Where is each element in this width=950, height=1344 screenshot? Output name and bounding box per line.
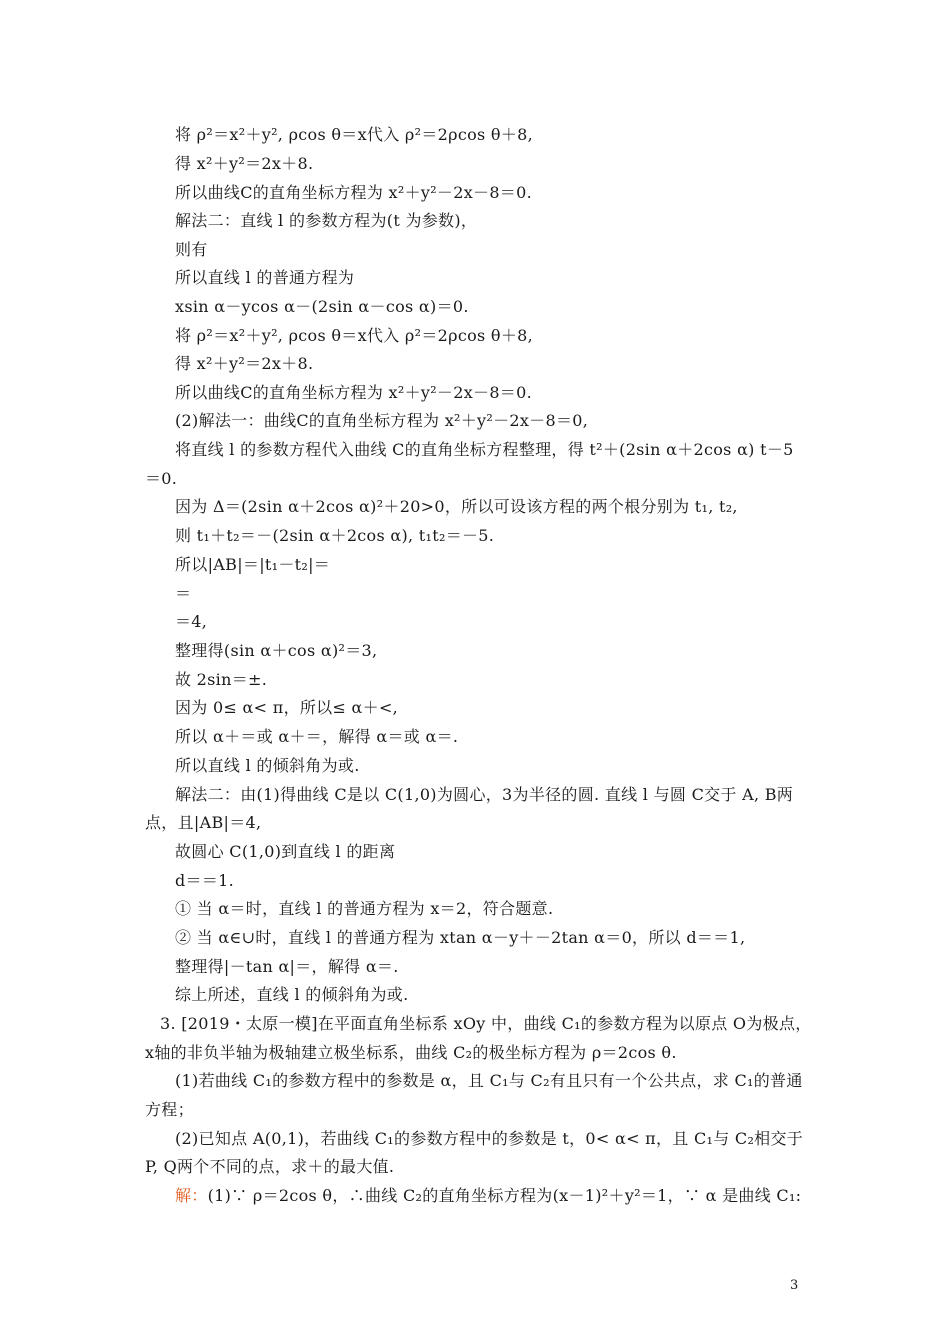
- text-line: 所以曲线C的直角坐标方程为 x²＋y²－2x－8＝0.: [175, 183, 532, 202]
- text-line: 解法二：直线 l 的参数方程为(t 为参数)，: [175, 211, 478, 230]
- text-line: d＝＝1.: [175, 871, 235, 890]
- text-line: (2)解法一：曲线C的直角坐标方程为 x²＋y²－2x－8＝0,: [175, 411, 589, 430]
- answer-label: 解：: [175, 1186, 208, 1205]
- text-line: 因为 0≤ α< π，所以≤ α＋<,: [175, 698, 399, 717]
- text-line: 将直线 l 的参数方程代入曲线 C的直角坐标方程整理，得 t²＋(2sin α＋2cos α) t－5: [175, 440, 794, 459]
- text-line: 点，且|AB|＝4,: [145, 813, 262, 832]
- problem-heading: 3. [2019・太原一模]在平面直角坐标系 xOy 中，曲线 C₁的参数方程为以原点 O为极点，: [160, 1014, 812, 1033]
- text-line: ＝: [175, 584, 192, 603]
- text-line: 故圆心 C(1,0)到直线 l 的距离: [175, 842, 396, 861]
- text-line: P, Q两个不同的点，求＋的最大值.: [145, 1157, 395, 1176]
- text-line: (1)若曲线 C₁的参数方程中的参数是 α，且 C₁与 C₂有且只有一个公共点，求 C₁的普通: [175, 1071, 803, 1090]
- text-line: xsin α－ycos α－(2sin α－cos α)＝0.: [175, 297, 469, 316]
- text-line: 将 ρ²＝x²＋y², ρcos θ＝x代入 ρ²＝2ρcos θ＋8,: [175, 326, 534, 345]
- text-line: 整理得(sin α＋cos α)²＝3,: [175, 641, 378, 660]
- answer-line: [175, 1186, 815, 1206]
- text-line: ① 当 α＝时，直线 l 的普通方程为 x＝2，符合题意.: [175, 899, 554, 918]
- text-line: ＝0.: [145, 469, 178, 488]
- text-line: 方程；: [145, 1100, 194, 1119]
- text-line: 则有: [175, 240, 208, 259]
- text-line: 所以曲线C的直角坐标方程为 x²＋y²－2x－8＝0.: [175, 383, 532, 402]
- answer-text: (1)∵ ρ＝2cos θ，∴曲线 C₂的直角坐标方程为(x－1)²＋y²＝1，∵ α 是曲线 C₁:: [207, 1186, 802, 1205]
- text-line: 所以直线 l 的普通方程为: [175, 268, 355, 287]
- text-line: 得 x²＋y²＝2x＋8.: [175, 154, 314, 173]
- text-line: 解法二：由(1)得曲线 C是以 C(1,0)为圆心，3为半径的圆. 直线 l 与圆 C交于 A, B两: [175, 785, 794, 804]
- text-line: ＝4,: [175, 612, 208, 631]
- text-line: 综上所述，直线 l 的倾斜角为或.: [175, 985, 409, 1004]
- text-line: 则 t₁＋t₂＝－(2sin α＋2cos α), t₁t₂＝－5.: [175, 526, 495, 545]
- text-line: x轴的非负半轴为极轴建立极坐标系，曲线 C₂的极坐标方程为 ρ＝2cos θ.: [145, 1043, 677, 1062]
- text-line: 所以|AB|＝|t₁－t₂|＝: [175, 555, 331, 574]
- text-line: ② 当 α∈∪时，直线 l 的普通方程为 xtan α－y＋－2tan α＝0，所以 d＝＝1,: [175, 928, 746, 947]
- text-line: 因为 Δ＝(2sin α＋2cos α)²＋20>0，所以可设该方程的两个根分别为 t₁, t₂,: [175, 497, 738, 516]
- text-line: 故 2sin＝±.: [175, 670, 268, 689]
- text-line: 所以直线 l 的倾斜角为或.: [175, 756, 360, 775]
- page-number: 3: [790, 1278, 799, 1293]
- text-line: 得 x²＋y²＝2x＋8.: [175, 354, 314, 373]
- text-line: (2)已知点 A(0,1)，若曲线 C₁的参数方程中的参数是 t，0< α< π，且 C₁与 C₂相交于: [175, 1129, 804, 1148]
- text-line: 将 ρ²＝x²＋y², ρcos θ＝x代入 ρ²＝2ρcos θ＋8,: [175, 125, 534, 144]
- text-line: 整理得|－tan α|＝，解得 α＝.: [175, 957, 399, 976]
- text-line: 所以 α＋＝或 α＋＝，解得 α＝或 α＝.: [175, 727, 459, 746]
